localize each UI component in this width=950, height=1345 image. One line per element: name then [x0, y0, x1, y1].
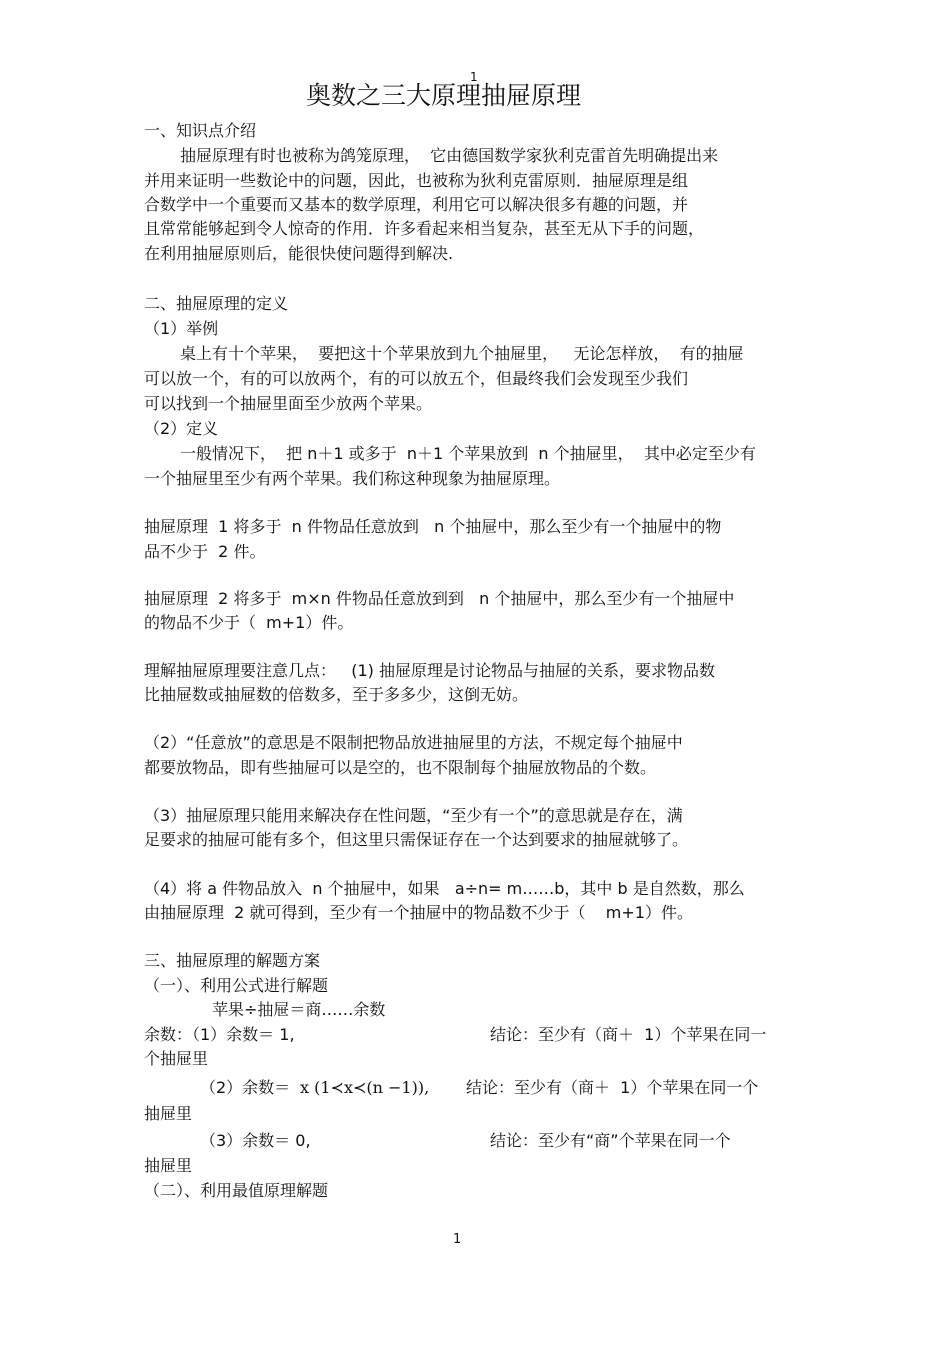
case-1-label: 余数：（1）余数＝ 1, [144, 1025, 295, 1044]
paragraph-line: 桌上有十个苹果， 要把这十个苹果放到九个抽屉里， 无论怎样放， 有的抽屉 [180, 344, 744, 363]
note-line: 由抽屉原理 2 就可得到，至少有一个抽屉中的物品数不少于（ m+1）件。 [144, 903, 693, 922]
subheading-formula: （一）、利用公式进行解题 [144, 976, 329, 995]
principle-2-line: 的物品不少于（ m+1）件。 [144, 613, 354, 632]
header-mark: 1 [470, 70, 478, 84]
case-3-label: （3）余数＝ 0, [200, 1131, 311, 1150]
case-1-conclusion-cont: 个抽屉里 [144, 1049, 209, 1068]
subheading-extremum: （二）、利用最值原理解题 [144, 1181, 329, 1200]
paragraph-line: 一般情况下， 把 n＋1 或多于 n＋1 个苹果放到 n 个抽屉里， 其中必定至少有 [180, 444, 756, 463]
case-2-formula: x (1≺x≺(n −1)), [300, 1078, 430, 1097]
formula-line: 苹果÷抽屉＝商……余数 [212, 1000, 386, 1019]
section-heading-intro: 一、知识点介绍 [144, 121, 257, 140]
case-3-conclusion-cont: 抽屉里 [144, 1156, 193, 1175]
principle-1-line: 品不少于 2 件。 [144, 542, 266, 561]
paragraph-line: 合数学中一个重要而又基本的数学原理，利用它可以解决很多有趣的问题，并 [144, 195, 689, 214]
paragraph-line: 在利用抽屉原则后，能很快使问题得到解决. [144, 244, 454, 263]
case-3-conclusion: 结论：至少有“商”个苹果在同一个 [490, 1131, 731, 1150]
paragraph-line: 可以找到一个抽屉里面至少放两个苹果。 [144, 394, 433, 413]
case-2-label: （2）余数＝ [200, 1078, 291, 1097]
paragraph-line: 并用来证明一些数论中的问题，因此，也被称为狄利克雷原则．抽屉原理是组 [144, 171, 689, 190]
paragraph-line: 一个抽屉里至少有两个苹果。我们称这种现象为抽屉原理。 [144, 469, 561, 488]
case-2-conclusion: 结论：至少有（商＋ 1）个苹果在同一个 [466, 1078, 759, 1097]
note-line: （2）“任意放”的意思是不限制把物品放进抽屉里的方法，不规定每个抽屉中 [144, 733, 683, 752]
paragraph-line: 且常常能够起到令人惊奇的作用．许多看起来相当复杂，甚至无从下手的问题， [144, 219, 705, 238]
page-number: 1 [453, 1232, 462, 1247]
case-2-conclusion-cont: 抽屉里 [144, 1104, 193, 1123]
note-line: 理解抽屉原理要注意几点： (1) 抽屉原理是讨论物品与抽屉的关系，要求物品数 [144, 661, 716, 680]
page-title: 奥数之三大原理抽屉原理 [306, 81, 582, 110]
note-line: 足要求的抽屉可能有多个，但这里只需保证存在一个达到要求的抽屉就够了。 [144, 830, 689, 849]
subheading-example: （1）举例 [144, 319, 219, 338]
section-heading-definition: 二、抽屉原理的定义 [144, 294, 289, 313]
paragraph-line: 可以放一个，有的可以放两个，有的可以放五个，但最终我们会发现至少我们 [144, 369, 689, 388]
note-line: （3）抽屉原理只能用来解决存在性问题，“至少有一个”的意思就是存在，满 [144, 806, 683, 825]
subheading-definition: （2）定义 [144, 419, 219, 438]
section-heading-solutions: 三、抽屉原理的解题方案 [144, 951, 321, 970]
note-line: 比抽屉数或抽屉数的倍数多，至于多多少，这倒无妨。 [144, 685, 529, 704]
note-line: （4）将 a 件物品放入 n 个抽屉中，如果 a÷n= m……b，其中 b 是自然数，那么 [144, 879, 745, 898]
principle-1-line: 抽屉原理 1 将多于 n 件物品任意放到 n 个抽屉中，那么至少有一个抽屉中的物 [144, 517, 722, 536]
paragraph-line: 抽屉原理有时也被称为鸽笼原理， 它由德国数学家狄利克雷首先明确提出来 [180, 146, 719, 165]
note-line: 都要放物品，即有些抽屉可以是空的，也不限制每个抽屉放物品的个数。 [144, 758, 657, 777]
principle-2-line: 抽屉原理 2 将多于 m×n 件物品任意放到到 n 个抽屉中，那么至少有一个抽屉中 [144, 589, 735, 608]
case-1-conclusion: 结论：至少有（商＋ 1）个苹果在同一 [490, 1025, 767, 1044]
